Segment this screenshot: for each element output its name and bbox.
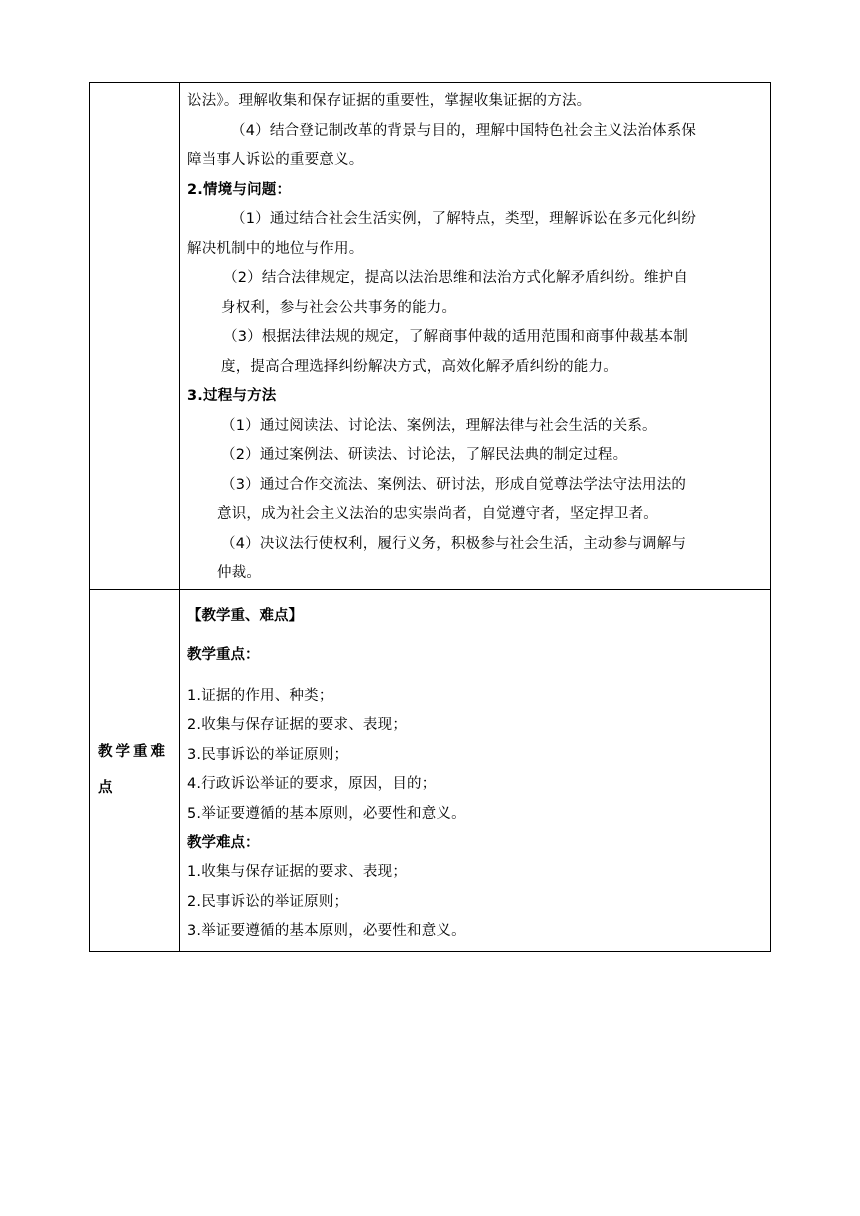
difficulties-row-label-cell (90, 589, 180, 951)
section-title: 【教学重、难点】 (187, 607, 303, 624)
objective-line: （3）根据法律法规的规定，了解商事仲裁的适用范围和商事仲裁基本制 (223, 329, 689, 345)
key-point-item: 5.举证要遵循的基本原则，必要性和意义。 (187, 805, 466, 822)
key-point-item: 3.民事诉讼的举证原则； (187, 746, 349, 763)
objective-line: 度，提高合理选择纠纷解决方式，高效化解矛盾纠纷的能力。 (221, 358, 618, 375)
key-points-list (187, 682, 763, 830)
objective-line: （2）通过案例法、研读法、讨论法，了解民法典的制定过程。 (221, 447, 628, 463)
objectives-content-cell (180, 83, 771, 590)
key-point-item: 4.行政诉讼举证的要求，原因，目的； (187, 776, 437, 792)
objective-line: 仲裁。 (217, 565, 262, 581)
objective-line: 解决机制中的地位与作用。 (187, 240, 364, 257)
row-label (90, 734, 179, 806)
objective-line: 意识，成为社会主义法治的忠实崇尚者，自觉遵守者，坚定捍卫者。 (217, 506, 658, 522)
key-point-item: 2.收集与保存证据的要求、表现； (187, 717, 408, 733)
hard-points-list (187, 858, 763, 947)
key-points-title: 教学重点： (187, 646, 260, 663)
objective-line: 身权利，参与社会公共事务的能力。 (221, 299, 457, 316)
hard-point-item: 3.举证要遵循的基本原则，必要性和意义。 (187, 923, 466, 939)
objective-line: （4）决议法行使权利，履行义务，积极参与社会生活，主动参与调解与 (221, 535, 687, 552)
objective-line: （1）通过阅读法、讨论法、案例法，理解法律与社会生活的关系。 (221, 417, 657, 434)
difficulties-row (90, 589, 771, 951)
objective-line: （2）结合法律规定，提高以法治思维和法治方式化解矛盾纠纷。维护自 (223, 270, 689, 286)
hard-points-title: 教学难点： (187, 835, 260, 851)
objectives-row (90, 83, 771, 590)
difficulties-content-cell (180, 589, 771, 951)
section-heading: 3.过程与方法 (187, 388, 277, 404)
lesson-plan-table (89, 82, 771, 952)
hard-point-item: 1.收集与保存证据的要求、表现； (187, 864, 408, 880)
objective-line: （1）通过结合社会生活实例，了解特点，类型，理解诉讼在多元化纠纷 (231, 211, 697, 227)
objective-line: （3）通过合作交流法、案例法、研讨法，形成自觉尊法学法守法用法的 (221, 476, 687, 493)
objective-line: （4）结合登记制改革的背景与目的，理解中国特色社会主义法治体系保 (231, 122, 697, 139)
row-label-line: 教学重难 (98, 744, 168, 760)
section-heading: 2.情境与问题： (187, 181, 292, 198)
objective-line: 讼法》。理解收集和保存证据的重要性，掌握收集证据的方法。 (187, 93, 592, 109)
hard-point-item: 2.民事诉讼的举证原则； (187, 893, 349, 910)
objective-line: 障当事人诉讼的重要意义。 (187, 152, 364, 168)
key-point-item: 1.证据的作用、种类； (187, 687, 334, 704)
row-label-line: 点 (98, 780, 116, 796)
objectives-row-label-cell (90, 83, 180, 590)
